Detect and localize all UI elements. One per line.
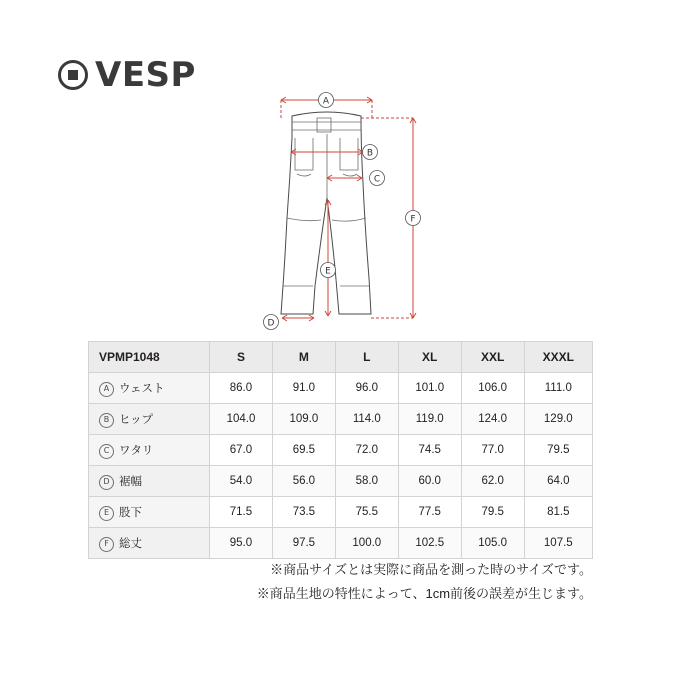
cell-waist-xxxl: 111.0: [524, 373, 592, 404]
svg-text:B: B: [366, 148, 374, 159]
svg-text:D: D: [267, 318, 275, 329]
notes: [257, 558, 592, 606]
cell-thigh-l: 72.0: [335, 435, 398, 466]
cell-inseam-xxxl: 81.5: [524, 497, 592, 528]
marker-b-icon: B: [99, 413, 114, 428]
size-col-l: L: [335, 342, 398, 373]
cell-hip-xl: 119.0: [398, 404, 461, 435]
row-label-thigh: [89, 435, 210, 466]
size-col-xxxl: XXXL: [524, 342, 592, 373]
row-label-text: 裾幅: [119, 475, 142, 488]
marker-c-icon: C: [99, 444, 114, 459]
cell-total-xxxl: 107.5: [524, 528, 592, 559]
marker-f-icon: F: [99, 537, 114, 552]
table-header-row: [89, 342, 593, 373]
cell-total-m: 97.5: [272, 528, 335, 559]
table-row: [89, 528, 593, 559]
cell-thigh-xxxl: 79.5: [524, 435, 592, 466]
cell-waist-xl: 101.0: [398, 373, 461, 404]
size-table-body: [89, 373, 593, 559]
row-label-text: ヒップ: [119, 413, 154, 426]
cell-waist-s: 86.0: [210, 373, 273, 404]
size-col-m: M: [272, 342, 335, 373]
size-table: [88, 341, 593, 559]
circle-square-logo-icon: [58, 60, 88, 90]
size-col-xl: XL: [398, 342, 461, 373]
pants-measurement-diagram: [235, 78, 485, 333]
table-row: [89, 435, 593, 466]
table-row: [89, 466, 593, 497]
row-label-waist: [89, 373, 210, 404]
cell-inseam-xl: 77.5: [398, 497, 461, 528]
cell-hip-m: 109.0: [272, 404, 335, 435]
pants-outline: [281, 112, 374, 314]
marker-a-icon: A: [99, 382, 114, 397]
cell-waist-l: 96.0: [335, 373, 398, 404]
marker-e-icon: E: [99, 506, 114, 521]
cell-waist-xxl: 106.0: [461, 373, 524, 404]
row-label-text: 股下: [119, 506, 142, 519]
row-label-inseam: [89, 497, 210, 528]
cell-hip-xxxl: 129.0: [524, 404, 592, 435]
cell-hem-xl: 60.0: [398, 466, 461, 497]
brand-name: VESP: [95, 55, 196, 95]
marker-d-icon: D: [99, 475, 114, 490]
cell-thigh-s: 67.0: [210, 435, 273, 466]
cell-total-xxl: 105.0: [461, 528, 524, 559]
row-label-text: 総丈: [119, 537, 142, 550]
cell-hem-l: 58.0: [335, 466, 398, 497]
note-line-2: ※商品生地の特性によって、1cm前後の誤差が生じます。: [256, 586, 592, 602]
size-col-xxl: XXL: [461, 342, 524, 373]
table-row: [89, 373, 593, 404]
cell-total-l: 100.0: [335, 528, 398, 559]
cell-thigh-xl: 74.5: [398, 435, 461, 466]
cell-thigh-xxl: 77.0: [461, 435, 524, 466]
cell-hem-m: 56.0: [272, 466, 335, 497]
table-row: [89, 497, 593, 528]
svg-text:E: E: [325, 266, 331, 277]
cell-hem-xxl: 62.0: [461, 466, 524, 497]
product-code: VPMP1048: [89, 342, 210, 373]
cell-inseam-s: 71.5: [210, 497, 273, 528]
svg-text:A: A: [322, 96, 330, 107]
table-row: [89, 404, 593, 435]
pants-diagram-svg: [235, 78, 485, 333]
row-label-total-length: [89, 528, 210, 559]
cell-inseam-l: 75.5: [335, 497, 398, 528]
row-label-hem: [89, 466, 210, 497]
row-label-text: ウェスト: [119, 382, 165, 395]
row-label-text: ワタリ: [119, 444, 154, 457]
cell-inseam-xxl: 79.5: [461, 497, 524, 528]
svg-text:F: F: [410, 214, 416, 225]
cell-hip-l: 114.0: [335, 404, 398, 435]
size-table-header: [89, 342, 593, 373]
cell-total-s: 95.0: [210, 528, 273, 559]
note-line-1: ※商品サイズとは実際に商品を測った時のサイズです。: [270, 562, 592, 577]
cell-inseam-m: 73.5: [272, 497, 335, 528]
svg-text:C: C: [373, 174, 381, 185]
cell-waist-m: 91.0: [272, 373, 335, 404]
cell-hip-xxl: 124.0: [461, 404, 524, 435]
row-label-hip: [89, 404, 210, 435]
dim-d-hem: [264, 315, 315, 330]
cell-hem-s: 54.0: [210, 466, 273, 497]
brand-logo: [58, 55, 196, 95]
cell-total-xl: 102.5: [398, 528, 461, 559]
size-col-s: S: [210, 342, 273, 373]
cell-thigh-m: 69.5: [272, 435, 335, 466]
cell-hem-xxxl: 64.0: [524, 466, 592, 497]
cell-hip-s: 104.0: [210, 404, 273, 435]
